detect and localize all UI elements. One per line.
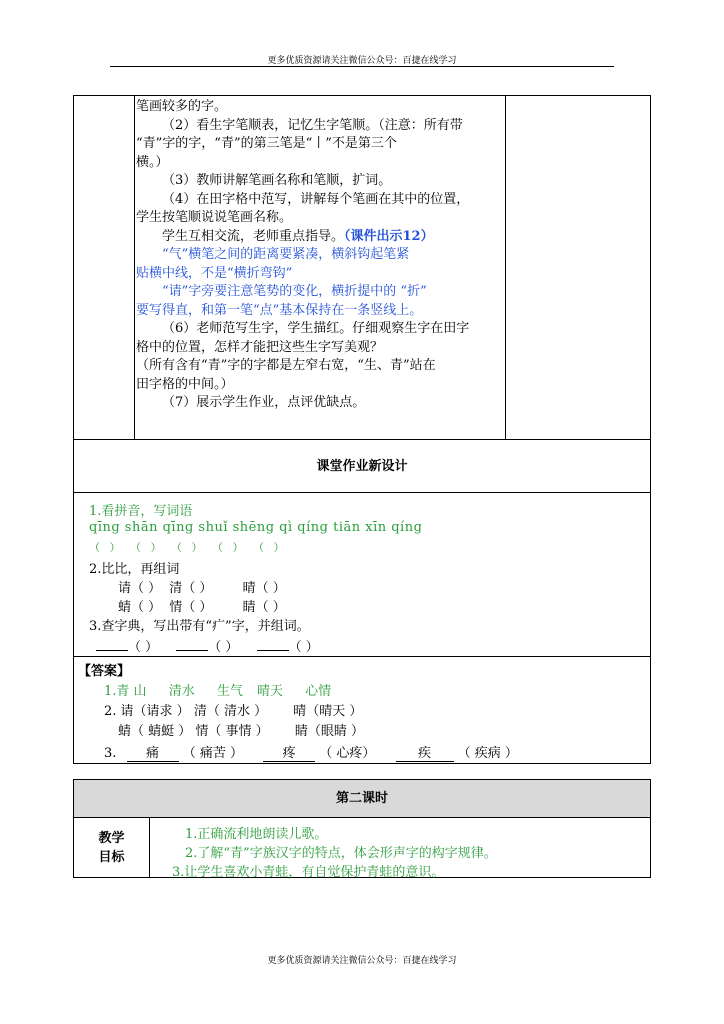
q2-row2 xyxy=(118,596,286,615)
step-line: 笔画较多的字。 xyxy=(136,99,228,114)
q1-pinyin: qīng shān qīng shuǐ shēng qì qíng tiān xīn qíng xyxy=(89,520,423,535)
answer-blank[interactable]: （ ） xyxy=(212,541,244,554)
answer-1 xyxy=(104,680,331,699)
step-text: 学生互相交流，老师重点指导。 xyxy=(162,228,345,244)
step-line: 横。） xyxy=(136,154,169,170)
step-line: （3）教师讲解笔画名称和笔顺，扩词。 xyxy=(162,173,392,188)
q2-row1 xyxy=(118,577,286,596)
answer-word: （ 心疼） xyxy=(319,746,376,761)
q3-title: 3.查字典，写出带有“疒”字，并组词。 xyxy=(89,619,310,634)
write-line[interactable] xyxy=(176,650,208,651)
header-rule xyxy=(110,66,614,67)
step-line: 田字格的中间。） xyxy=(136,376,234,392)
goal-item: 1.正确流利地朗读儿歌。 xyxy=(185,827,328,842)
answer-item: 蜻（ 蜻蜓 ） xyxy=(118,724,192,739)
answer-item: 睛（眼睛 ） xyxy=(294,724,364,739)
step-line: （所有含有“青”字的字都是左窄右宽，“生、青”站在 xyxy=(136,358,436,373)
q2-title: 2.比比，再组词 xyxy=(89,562,180,577)
compare-item: 睛（ ） xyxy=(242,600,286,615)
answer-word: 青 山 xyxy=(116,684,147,699)
answer-char: 疼 xyxy=(263,742,315,762)
q3-blanks xyxy=(96,636,319,655)
compare-item: 晴（ ） xyxy=(242,581,286,596)
stroke-tip: 要写得直，和第一笔“点”基本保持在一条竖线上。 xyxy=(136,302,423,318)
step-line: （7）展示学生作业，点评优缺点。 xyxy=(162,395,366,410)
goal-item: 3.让学生喜欢小青蛙，有自觉保护青蛙的意识。 xyxy=(172,865,445,880)
page-footer: 更多优质资源请关注微信公众号：百捷在线学习 xyxy=(267,956,457,966)
lesson-table xyxy=(73,95,651,764)
lesson2-title: 第二课时 xyxy=(74,780,650,818)
answer-item: 晴（晴天 ） xyxy=(293,704,363,719)
answer-blank[interactable]: （ ） xyxy=(288,640,319,655)
step-line xyxy=(136,228,506,247)
answer-word: （ 痛苦 ） xyxy=(182,746,243,761)
write-line[interactable] xyxy=(257,650,289,651)
compare-item: 蜻（ ） xyxy=(118,600,162,615)
answer-word: 清水 xyxy=(168,684,195,699)
answer-item: 情（ 事情 ） xyxy=(195,724,269,739)
answer-title: 【答案】 xyxy=(78,664,131,679)
answer-2-row2 xyxy=(118,720,364,739)
row-divider xyxy=(74,656,650,657)
column-divider-left xyxy=(134,96,135,439)
answer-word: 生气 xyxy=(216,684,243,699)
label-line: 教学 xyxy=(98,831,125,846)
step-line: （6）老师范写生字，学生描红。仔细观察生字在田字 xyxy=(162,321,470,336)
answer-word: 晴天 xyxy=(257,684,284,699)
answer-blank[interactable]: （ ） xyxy=(208,640,239,655)
answer-item: 2. 请（请求 ） xyxy=(104,704,190,719)
q1-title: 1.看拼音，写词语 xyxy=(89,504,193,519)
answer-blank[interactable]: （ ） xyxy=(253,541,285,554)
answer-blank[interactable]: （ ） xyxy=(89,541,121,554)
teaching-goal-label xyxy=(74,817,150,877)
page-header: 更多优质资源请关注微信公众号：百捷在线学习 xyxy=(267,56,457,66)
answer-label: 1. xyxy=(104,684,117,699)
q1-blanks xyxy=(89,539,285,555)
goal-item: 2.了解“青”字族汉字的特点，体会形声字的构字规律。 xyxy=(185,846,497,861)
answer-3 xyxy=(104,742,518,762)
homework-title: 课堂作业新设计 xyxy=(316,459,408,474)
row-divider xyxy=(74,439,650,440)
courseware-note: （课件出示12） xyxy=(344,228,434,244)
compare-item: 清（ ） xyxy=(169,581,213,596)
step-line: 学生按笔顺说说笔画名称。 xyxy=(136,210,293,225)
lesson2-table xyxy=(73,779,651,878)
compare-item: 请（ ） xyxy=(118,581,162,596)
step-line: （2）看生字笔顺表，记忆生字笔顺。（注意：所有带 xyxy=(162,117,463,133)
write-line[interactable] xyxy=(96,650,128,651)
answer-word: 心情 xyxy=(305,684,332,699)
teaching-steps xyxy=(136,98,506,413)
answer-blank[interactable]: （ ） xyxy=(128,640,159,655)
answer-char: 疾 xyxy=(396,742,454,762)
stroke-tip: “气”横笔之间的距离要紧凑，横斜钩起笔紧 xyxy=(162,247,410,262)
answer-2-row1 xyxy=(104,700,362,719)
row-divider xyxy=(74,492,650,493)
step-line: （4）在田字格中范写，讲解每个笔画在其中的位置， xyxy=(162,191,470,207)
label-line: 目标 xyxy=(98,850,125,865)
answer-word: （ 疾病 ） xyxy=(457,746,518,761)
step-line: “青”字的字，“青”的第三笔是“丨”不是第三个 xyxy=(136,136,397,151)
answer-item: 清（ 清水 ） xyxy=(193,704,268,719)
stroke-tip: 贴横中线，不是“横折弯钩” xyxy=(136,265,293,281)
answer-blank[interactable]: （ ） xyxy=(171,541,203,554)
step-line: 格中的位置，怎样才能把这些生字写美观？ xyxy=(136,339,384,355)
answer-char: 痛 xyxy=(127,742,179,762)
compare-item: 情（ ） xyxy=(169,600,213,615)
answer-label: 3. xyxy=(104,746,117,761)
stroke-tip: “请”字旁要注意笔势的变化，横折提中的 “折” xyxy=(162,284,427,299)
answer-blank[interactable]: （ ） xyxy=(130,541,162,554)
